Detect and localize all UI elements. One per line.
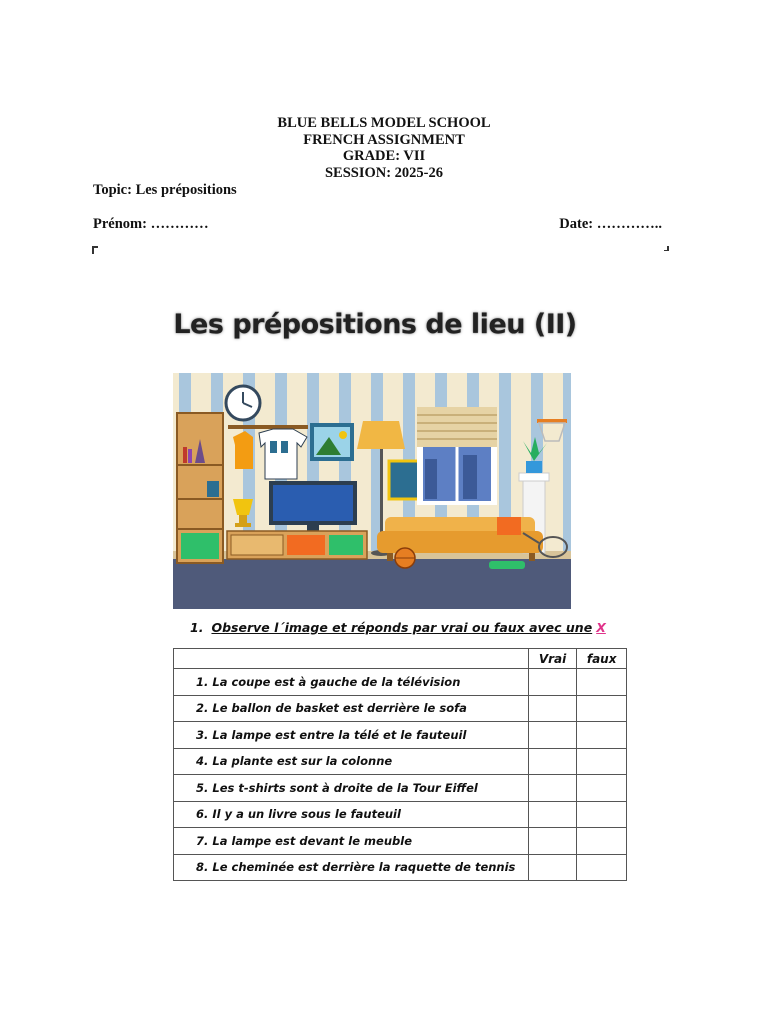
table-row xyxy=(174,854,627,881)
school-name: BLUE BELLS MODEL SCHOOL xyxy=(277,115,491,131)
vrai-cell[interactable] xyxy=(528,695,577,722)
faux-cell[interactable] xyxy=(577,775,627,802)
question-text: 2. Le ballon de basket est derrière le sofa xyxy=(174,695,529,722)
vrai-cell[interactable] xyxy=(528,775,577,802)
topic-label: Topic: Les prépositions xyxy=(93,182,237,198)
faux-cell[interactable] xyxy=(577,748,627,775)
document-header xyxy=(0,115,768,181)
living-room-illustration xyxy=(173,357,571,609)
table-row xyxy=(174,695,627,722)
question-text: 7. La lampe est devant le meuble xyxy=(174,828,529,855)
faux-cell[interactable] xyxy=(577,669,627,696)
session-label: SESSION: 2025-26 xyxy=(324,164,444,181)
clock xyxy=(226,386,260,420)
question-text: 1. La coupe est à gauche de la télévision xyxy=(174,669,529,696)
crop-mark-left xyxy=(92,246,98,254)
faux-cell[interactable] xyxy=(577,722,627,749)
header-question xyxy=(174,649,529,669)
question-text: 3. La lampe est entre la télé et le fauteuil xyxy=(174,722,529,749)
vrai-cell[interactable] xyxy=(528,669,577,696)
assignment-title: FRENCH ASSIGNMENT xyxy=(303,131,465,148)
date-field: Date: ………….. xyxy=(559,216,662,232)
question-text: 6. Il y a un livre sous le fauteuil xyxy=(174,801,529,828)
question-text: 8. Le cheminée est derrière la raquette de tennis xyxy=(174,854,529,881)
crop-mark-right xyxy=(664,246,669,251)
vrai-cell[interactable] xyxy=(528,801,577,828)
prenom-field: Prénom: ………… xyxy=(93,216,209,232)
table-row xyxy=(174,828,627,855)
vrai-cell[interactable] xyxy=(528,722,577,749)
worksheet-title: Les prépositions de lieu (II) xyxy=(173,309,577,340)
tv-cabinet xyxy=(227,531,367,559)
question-text: 5. Les t-shirts sont à droite de la Tour Eiffel xyxy=(174,775,529,802)
instruction xyxy=(190,620,606,635)
faux-cell[interactable] xyxy=(577,801,627,828)
vrai-cell[interactable] xyxy=(528,748,577,775)
window xyxy=(417,407,497,505)
header-faux: faux xyxy=(577,649,627,669)
header-vrai: Vrai xyxy=(528,649,577,669)
table-row xyxy=(174,748,627,775)
sneakers xyxy=(489,561,525,569)
faux-cell[interactable] xyxy=(577,695,627,722)
true-false-table xyxy=(173,648,627,881)
table-row xyxy=(174,669,627,696)
basketball xyxy=(395,548,415,568)
mountain-painting xyxy=(310,423,354,461)
instruction-text: Observe l´image et réponds par vrai ou faux avec une xyxy=(211,620,593,635)
faux-cell[interactable] xyxy=(577,828,627,855)
instruction-number: 1. xyxy=(190,620,204,635)
grade-label: GRADE: VII xyxy=(342,148,426,164)
vrai-cell[interactable] xyxy=(528,854,577,881)
table-row xyxy=(174,801,627,828)
bookshelf xyxy=(177,413,223,563)
table-header-row xyxy=(174,649,627,669)
question-text: 4. La plante est sur la colonne xyxy=(174,748,529,775)
vrai-cell[interactable] xyxy=(528,828,577,855)
table-row xyxy=(174,775,627,802)
faux-cell[interactable] xyxy=(577,854,627,881)
table-row xyxy=(174,722,627,749)
instruction-mark: X xyxy=(596,620,606,635)
television xyxy=(269,481,357,531)
